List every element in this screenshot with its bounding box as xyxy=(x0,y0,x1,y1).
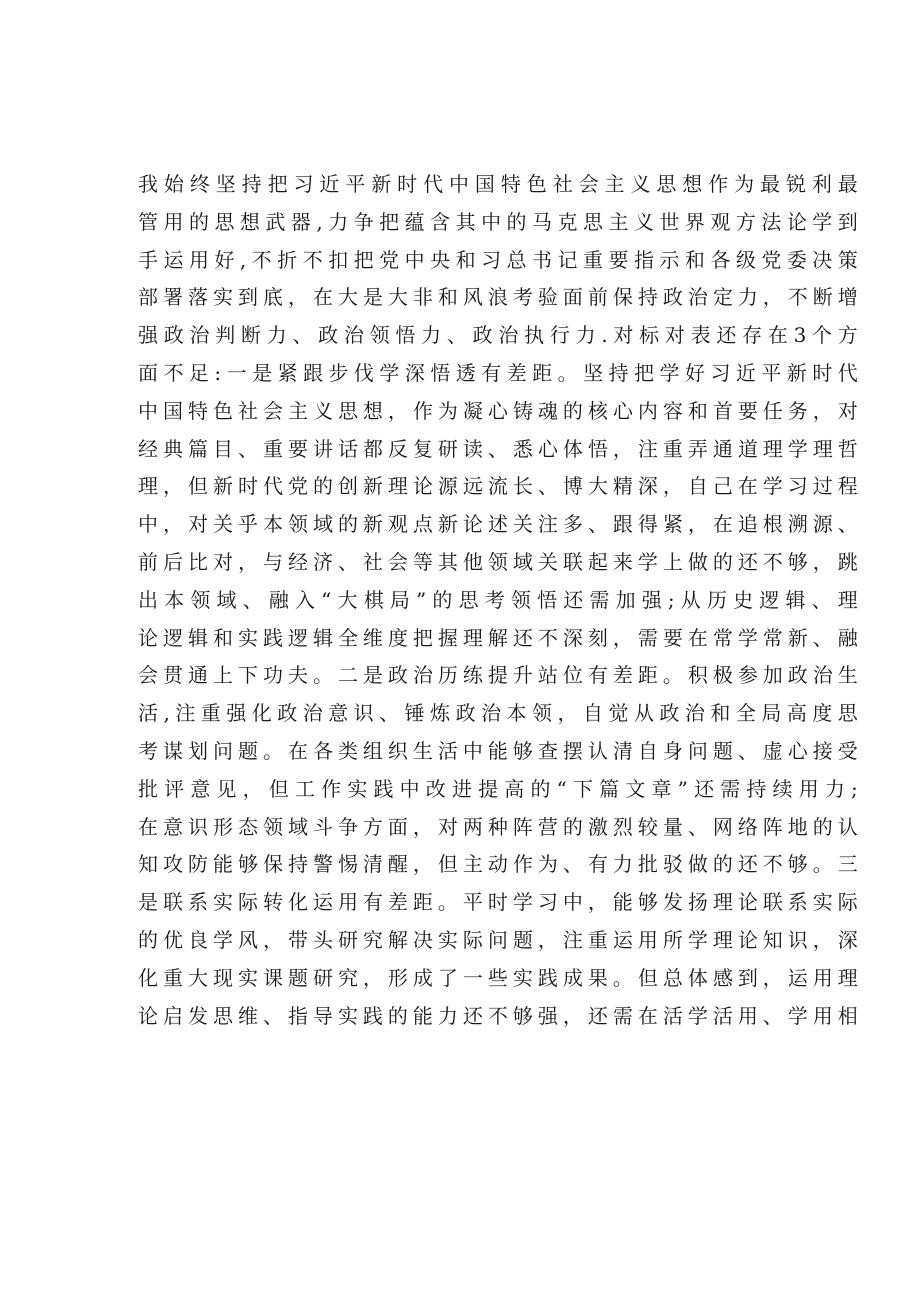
text-line: 管用的思想武器,力争把蕴含其中的马克思主义世界观方法论学到 xyxy=(138,209,858,234)
text-line: 中，对关乎本领域的新观点新论述关注多、跟得紧，在追根溯源、 xyxy=(138,512,858,537)
text-line: 手运用好,不折不扣把党中央和习总书记重要指示和各级党委决策 xyxy=(138,247,858,272)
text-line: 出本领域、融入“大棋局”的思考领悟还需加强;从历史逻辑、理 xyxy=(138,587,858,612)
text-line: 我始终坚持把习近平新时代中国特色社会主义思想作为最锐利最 xyxy=(138,172,858,196)
text-line: 强政治判断力、政治领悟力、政治执行力.对标对表还存在3个方 xyxy=(138,323,858,348)
text-line: 的优良学风，带头研究解决实际问题，注重运用所学理论知识，深 xyxy=(138,927,858,952)
text-line: 论逻辑和实践逻辑全维度把握理解还不深刻，需要在常学常新、融 xyxy=(138,625,858,650)
text-line: 前后比对，与经济、社会等其他领域关联起来学上做的还不够，跳 xyxy=(138,549,858,574)
text-line: 活,注重强化政治意识、锤炼政治本领，自觉从政治和全局高度思 xyxy=(138,701,858,726)
text-line: 论启发思维、指导实践的能力还不够强，还需在活学活用、学用相 xyxy=(138,1003,858,1028)
text-line: 部署落实到底，在大是大非和风浪考验面前保持政治定力，不断增 xyxy=(138,285,858,310)
text-line: 中国特色社会主义思想，作为凝心铸魂的核心内容和首要任务，对 xyxy=(138,398,858,423)
text-line: 知攻防能够保持警惕清醒，但主动作为、有力批驳做的还不够。三 xyxy=(138,852,858,877)
body-paragraph xyxy=(138,166,858,1035)
text-line: 经典篇目、重要讲话都反复研读、悉心体悟，注重弄通道理学理哲 xyxy=(138,436,858,461)
text-line: 在意识形态领域斗争方面，对两种阵营的激烈较量、网络阵地的认 xyxy=(138,814,858,839)
text-line: 批评意见，但工作实践中改进提高的“下篇文章”还需持续用力; xyxy=(138,776,858,801)
text-line: 会贯通上下功夫。二是政治历练提升站位有差距。积极参加政治生 xyxy=(138,663,858,688)
text-line: 是联系实际转化运用有差距。平时学习中，能够发扬理论联系实际 xyxy=(138,890,858,915)
text-line: 考谋划问题。在各类组织生活中能够查摆认清自身问题、虚心接受 xyxy=(138,738,858,763)
text-line: 理，但新时代党的创新理论源远流长、博大精深，自己在学习过程 xyxy=(138,474,858,499)
text-line: 面不足:一是紧跟步伐学深悟透有差距。坚持把学好习近平新时代 xyxy=(138,360,858,385)
text-line: 化重大现实课题研究，形成了一些实践成果。但总体感到，运用理 xyxy=(138,965,858,990)
